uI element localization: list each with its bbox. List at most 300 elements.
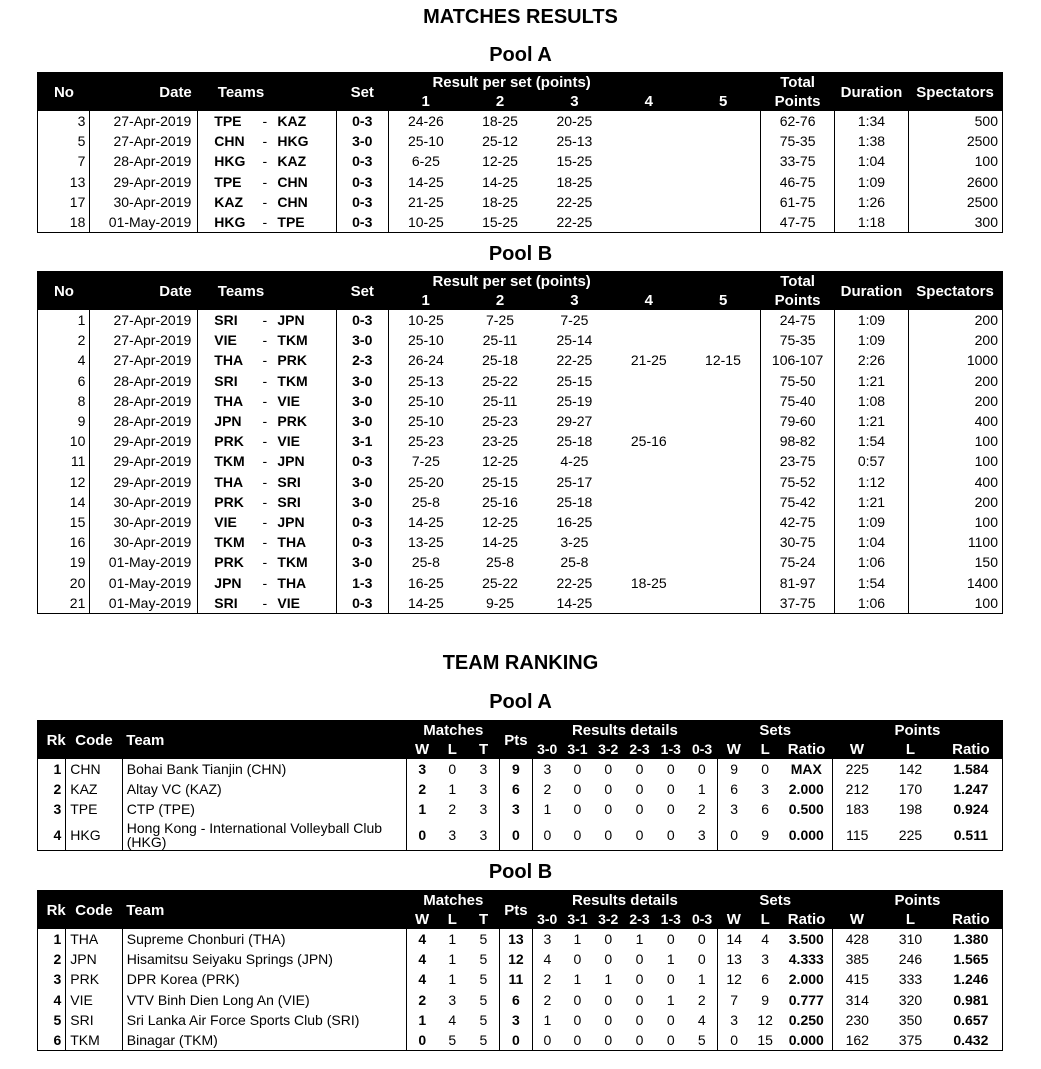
result-3-0: 3: [532, 929, 562, 949]
team-separator: -: [262, 453, 268, 470]
matches-total: 5: [479, 1011, 488, 1028]
table-row: [38, 552, 1003, 572]
points-ratio: 1.584: [953, 761, 989, 778]
matches-total: 3: [479, 801, 488, 818]
set-1-score: 25-8: [388, 552, 462, 572]
set-2-score: 25-16: [482, 493, 518, 510]
header-points: Points: [760, 291, 834, 310]
set-3-score: 16-25: [556, 513, 593, 530]
match-no: 14: [69, 493, 86, 510]
set-5-score: [686, 330, 760, 350]
match-date: 01-May-2019: [90, 212, 198, 233]
result-1-3: 0: [666, 761, 675, 778]
header-matches-l: L: [437, 910, 467, 929]
spectators: 200: [908, 330, 1002, 350]
result-3-0: 0: [532, 820, 562, 851]
matches-won: 4: [407, 949, 437, 969]
table-row: [38, 111, 1003, 131]
set-result: 3-1: [336, 431, 388, 451]
header-no: No: [38, 272, 90, 311]
points-won: 225: [833, 759, 881, 779]
points-won: 385: [833, 949, 881, 969]
set-3-score: 22-25: [556, 574, 593, 591]
set-5-score: [686, 512, 760, 532]
points-lost: 350: [898, 1011, 923, 1028]
result-1-3: 0: [666, 826, 675, 843]
duration: 1:06: [835, 552, 908, 572]
header-set-4: 4: [612, 92, 686, 111]
header-sets-ratio: Ratio: [780, 910, 832, 929]
match-date: 01-May-2019: [90, 593, 198, 614]
header-result-r30: 3-0: [532, 910, 562, 929]
sets-won: 7: [718, 990, 750, 1010]
match-date: 28-Apr-2019: [90, 151, 198, 171]
table-row: [38, 411, 1003, 431]
result-3-1: 0: [573, 991, 582, 1008]
header-result-r03: 0-3: [686, 910, 717, 929]
home-team: KAZ: [198, 192, 252, 212]
table-row: [38, 1030, 1003, 1051]
header-points: Points: [833, 891, 1003, 911]
set-1-score: 25-13: [388, 371, 462, 391]
rank: 5: [53, 1011, 62, 1028]
match-date: 30-Apr-2019: [90, 492, 198, 512]
header-code: Code: [66, 891, 123, 930]
header-code: Code: [66, 721, 123, 760]
set-result: 0-3: [336, 310, 388, 330]
points-total: 9: [500, 759, 532, 779]
away-team: VIE: [277, 594, 300, 611]
matches-won: 0: [407, 820, 437, 851]
result-2-3: 0: [635, 781, 644, 798]
matches-won: 1: [407, 799, 437, 819]
duration: 1:21: [835, 411, 908, 431]
away-team: KAZ: [277, 113, 307, 130]
duration: 1:26: [835, 192, 908, 212]
duration: 1:06: [835, 593, 908, 614]
match-date: 28-Apr-2019: [90, 371, 198, 391]
header-result-r31: 3-1: [562, 910, 592, 929]
points-lost: 310: [898, 931, 923, 948]
total-points: 24-75: [760, 310, 834, 330]
header-pts: Pts: [500, 721, 532, 760]
header-points: Points: [833, 721, 1003, 741]
team-code: PRK: [66, 969, 123, 989]
result-3-1: 0: [573, 826, 582, 843]
total-points: 106-107: [760, 350, 834, 370]
home-team: PRK: [198, 431, 252, 451]
result-3-2: 0: [604, 761, 613, 778]
pool-b-ranking-table: [37, 890, 1003, 1051]
header-team: Team: [122, 891, 407, 930]
home-team: JPN: [198, 572, 252, 592]
points-ratio: 0.511: [953, 826, 988, 843]
matches-total: 5: [479, 1032, 488, 1049]
result-3-0: 2: [532, 779, 562, 799]
set-result: 0-3: [336, 111, 388, 131]
set-5-score: [686, 151, 760, 171]
result-0-3: 0: [697, 931, 706, 948]
points-ratio: 1.247: [953, 781, 989, 798]
header-sets-w: W: [718, 910, 750, 929]
header-teams: Teams: [198, 73, 336, 112]
result-0-3: 1: [697, 971, 706, 988]
header-result-r30: 3-0: [532, 740, 562, 759]
duration: 1:12: [835, 472, 908, 492]
set-5-score: [686, 391, 760, 411]
result-0-3: 3: [697, 826, 706, 843]
team-separator: -: [262, 193, 268, 210]
set-3-score: 25-18: [556, 493, 593, 510]
total-points: 75-50: [760, 371, 834, 391]
team-separator: -: [262, 574, 268, 591]
set-result: 0-3: [336, 212, 388, 233]
set-3-score: 25-14: [556, 332, 593, 349]
set-4-score: [612, 472, 686, 492]
points-ratio: 0.981: [953, 991, 989, 1008]
match-date: 28-Apr-2019: [90, 391, 198, 411]
team-code: VIE: [66, 990, 123, 1010]
points-ratio: 1.246: [953, 971, 989, 988]
match-no: 17: [69, 193, 86, 210]
header-points-w: W: [833, 910, 881, 929]
set-result: 3-0: [336, 330, 388, 350]
sets-ratio: 2.000: [788, 971, 824, 988]
header-results-details: Results details: [532, 721, 718, 741]
result-3-2: 0: [604, 1032, 613, 1049]
result-1-3: 1: [666, 951, 675, 968]
header-result-r23: 2-3: [624, 910, 655, 929]
set-1-score: 7-25: [388, 451, 462, 471]
set-4-score: [612, 192, 686, 212]
set-3-score: 22-25: [556, 214, 593, 231]
result-3-2: 0: [604, 801, 613, 818]
home-team: CHN: [198, 131, 252, 151]
team-code: TKM: [66, 1030, 123, 1051]
set-4-score: 18-25: [630, 574, 667, 591]
header-result-per-set: Result per set (points): [388, 272, 760, 292]
set-5-score: [686, 572, 760, 592]
team-separator: -: [262, 554, 268, 571]
points-total: 6: [500, 990, 532, 1010]
header-matches-w: W: [407, 910, 437, 929]
sets-ratio: MAX: [790, 761, 822, 778]
points-total: 0: [500, 820, 532, 851]
duration: 1:04: [835, 532, 908, 552]
set-result: 0-3: [336, 151, 388, 171]
total-points: 46-75: [760, 172, 834, 192]
duration: 1:04: [835, 151, 908, 171]
header-rk: Rk: [38, 721, 66, 760]
home-team: TPE: [198, 111, 252, 131]
matches-total: 5: [479, 971, 488, 988]
matches-lost: 4: [448, 1011, 457, 1028]
away-team: JPN: [277, 453, 305, 470]
total-points: 79-60: [760, 411, 834, 431]
result-3-0: 3: [532, 759, 562, 779]
header-matches-w: W: [407, 740, 437, 759]
table-row: [38, 451, 1003, 471]
set-result: 3-0: [336, 492, 388, 512]
set-4-score: [612, 212, 686, 233]
set-3-score: 22-25: [556, 352, 593, 369]
set-2-score: 25-22: [482, 372, 518, 389]
set-4-score: [612, 131, 686, 151]
match-date: 29-Apr-2019: [90, 472, 198, 492]
match-date: 27-Apr-2019: [90, 350, 198, 370]
team-code: CHN: [66, 759, 123, 779]
team-separator: -: [262, 413, 268, 430]
spectators: 100: [908, 593, 1002, 614]
team-separator: -: [262, 594, 268, 611]
table-row: [38, 431, 1003, 451]
away-team: TKM: [277, 554, 308, 571]
total-points: 75-52: [760, 472, 834, 492]
set-5-score: [686, 593, 760, 614]
match-date: 27-Apr-2019: [90, 131, 198, 151]
set-4-score: [612, 391, 686, 411]
header-total: Total: [760, 73, 834, 93]
result-2-3: 0: [635, 951, 644, 968]
set-1-score: 25-20: [388, 472, 462, 492]
table-row: [38, 492, 1003, 512]
set-result: 0-3: [336, 512, 388, 532]
matches-lost: 1: [448, 951, 457, 968]
points-won: 183: [833, 799, 881, 819]
points-lost: 320: [898, 991, 923, 1008]
table-row: [38, 759, 1003, 779]
total-points: 42-75: [760, 512, 834, 532]
set-2-score: 25-23: [482, 413, 518, 430]
set-result: 0-3: [336, 532, 388, 552]
matches-lost: 3: [448, 826, 457, 843]
matches-won: 4: [407, 969, 437, 989]
result-2-3: 0: [635, 826, 644, 843]
sets-lost: 0: [761, 761, 770, 778]
header-points-ratio: Ratio: [940, 740, 1003, 759]
total-points: 30-75: [760, 532, 834, 552]
header-result-r13: 1-3: [655, 910, 686, 929]
spectators: 2600: [908, 172, 1002, 192]
match-date: 27-Apr-2019: [90, 330, 198, 350]
set-3-score: 15-25: [556, 153, 593, 170]
set-5-score: [686, 212, 760, 233]
total-points: 75-35: [760, 330, 834, 350]
set-result: 0-3: [336, 192, 388, 212]
match-no: 2: [77, 332, 86, 349]
set-result: 3-0: [336, 371, 388, 391]
set-4-score: [612, 532, 686, 552]
result-0-3: 2: [697, 801, 706, 818]
sets-won: 3: [718, 799, 750, 819]
points-lost: 375: [898, 1032, 923, 1049]
matches-total: 5: [479, 951, 488, 968]
set-2-score: 23-25: [482, 433, 518, 450]
set-3-score: 18-25: [556, 173, 593, 190]
result-2-3: 0: [635, 971, 644, 988]
set-4-score: [612, 512, 686, 532]
sets-lost: 6: [761, 801, 770, 818]
set-3-score: 25-13: [556, 133, 593, 150]
set-3-score: 22-25: [556, 193, 593, 210]
set-1-score: 14-25: [388, 172, 462, 192]
total-points: 75-42: [760, 492, 834, 512]
match-no: 8: [77, 392, 86, 409]
set-1-score: 25-10: [388, 131, 462, 151]
team-name: Hong Kong - International Volleyball Club (HKG): [122, 820, 407, 851]
sets-won: 3: [718, 1010, 750, 1030]
header-matches-t: T: [467, 910, 499, 929]
match-no: 20: [69, 574, 86, 591]
total-points: 33-75: [760, 151, 834, 171]
set-5-score: [686, 552, 760, 572]
set-5-score: 12-15: [705, 352, 741, 369]
away-team: KAZ: [277, 153, 307, 170]
away-team: VIE: [277, 392, 300, 409]
header-set: Set: [336, 73, 388, 112]
header-points-w: W: [833, 740, 881, 759]
points-won: 428: [833, 929, 881, 949]
table-row: [38, 593, 1003, 614]
table-row: [38, 212, 1003, 233]
matches-total: 5: [479, 991, 488, 1008]
home-team: PRK: [198, 492, 252, 512]
spectators: 150: [908, 552, 1002, 572]
header-results-details: Results details: [532, 891, 718, 911]
header-sets: Sets: [718, 721, 833, 741]
sets-lost: 9: [761, 991, 770, 1008]
set-4-score: [612, 330, 686, 350]
set-4-score: [612, 111, 686, 131]
spectators: 100: [908, 151, 1002, 171]
set-3-score: 14-25: [556, 594, 593, 611]
team-separator: -: [262, 493, 268, 510]
table-row: [38, 192, 1003, 212]
set-1-score: 10-25: [388, 310, 462, 330]
points-ratio: 0.657: [953, 1011, 989, 1028]
points-lost: 246: [898, 951, 923, 968]
matches-won: 2: [407, 779, 437, 799]
set-2-score: 25-8: [486, 554, 515, 571]
points-won: 415: [833, 969, 881, 989]
team-separator: -: [262, 214, 268, 231]
set-2-score: 15-25: [482, 214, 518, 231]
header-result-per-set: Result per set (points): [388, 73, 760, 93]
home-team: VIE: [198, 330, 252, 350]
set-2-score: 25-11: [482, 332, 518, 349]
set-1-score: 25-10: [388, 391, 462, 411]
header-points-ratio: Ratio: [940, 910, 1003, 929]
pool-a-matches-table: [37, 72, 1003, 233]
team-name: CTP (TPE): [122, 799, 407, 819]
result-3-1: 1: [573, 931, 582, 948]
match-date: 30-Apr-2019: [90, 192, 198, 212]
duration: 1:08: [835, 391, 908, 411]
team-code: KAZ: [66, 779, 123, 799]
home-team: TPE: [198, 172, 252, 192]
team-name: Bohai Bank Tianjin (CHN): [122, 759, 407, 779]
header-result-r32: 3-2: [593, 740, 624, 759]
set-result: 3-0: [336, 472, 388, 492]
spectators: 200: [908, 492, 1002, 512]
header-sets-w: W: [718, 740, 750, 759]
team-code: THA: [66, 929, 123, 949]
header-set-4: 4: [612, 291, 686, 310]
matches-lost: 3: [448, 991, 457, 1008]
spectators: 400: [908, 472, 1002, 492]
result-3-1: 0: [573, 761, 582, 778]
result-2-3: 1: [635, 931, 644, 948]
set-3-score: 4-25: [560, 453, 589, 470]
header-date: Date: [90, 73, 198, 112]
table-row: [38, 512, 1003, 532]
set-1-score: 25-10: [388, 330, 462, 350]
result-3-2: 0: [604, 826, 613, 843]
header-sets: Sets: [718, 891, 833, 911]
result-2-3: 0: [635, 761, 644, 778]
team-separator: -: [262, 173, 268, 190]
set-3-score: 25-8: [560, 554, 589, 571]
points-total: 12: [500, 949, 532, 969]
spectators: 1000: [908, 350, 1002, 370]
match-date: 27-Apr-2019: [90, 310, 198, 330]
header-sets-l: L: [750, 910, 780, 929]
header-no: No: [38, 73, 90, 112]
rank: 3: [53, 971, 62, 988]
result-0-3: 4: [697, 1011, 706, 1028]
team-name: Altay VC (KAZ): [122, 779, 407, 799]
spectators: 200: [908, 310, 1002, 330]
away-team: SRI: [277, 493, 301, 510]
header-set-2: 2: [463, 291, 537, 310]
away-team: TPE: [277, 214, 305, 231]
sets-ratio: 2.000: [788, 781, 824, 798]
match-no: 10: [69, 433, 86, 450]
points-lost: 170: [898, 781, 923, 798]
rank: 4: [53, 826, 62, 843]
table-row: [38, 371, 1003, 391]
points-lost: 333: [898, 971, 923, 988]
result-3-1: 0: [573, 801, 582, 818]
result-3-0: 4: [532, 949, 562, 969]
points-lost: 198: [898, 801, 923, 818]
result-3-0: 2: [532, 990, 562, 1010]
spectators: 500: [908, 111, 1002, 131]
result-1-3: 1: [666, 991, 675, 1008]
sets-won: 6: [718, 779, 750, 799]
header-total: Total: [760, 272, 834, 292]
matches-total: 5: [479, 931, 488, 948]
rank: 1: [53, 931, 62, 948]
pool-a-ranking-table: [37, 720, 1003, 851]
team-name: Hisamitsu Seiyaku Springs (JPN): [122, 949, 407, 969]
match-no: 21: [69, 594, 86, 611]
set-5-score: [686, 192, 760, 212]
header-teams: Teams: [198, 272, 336, 311]
match-date: 30-Apr-2019: [90, 512, 198, 532]
total-points: 23-75: [760, 451, 834, 471]
team-separator: -: [262, 312, 268, 329]
rank: 3: [53, 801, 62, 818]
result-0-3: 1: [697, 781, 706, 798]
matches-total: 3: [479, 826, 488, 843]
spectators: 200: [908, 391, 1002, 411]
set-2-score: 12-25: [482, 453, 518, 470]
home-team: TKM: [198, 451, 252, 471]
total-points: 75-40: [760, 391, 834, 411]
sets-ratio: 3.500: [788, 931, 824, 948]
home-team: TKM: [198, 532, 252, 552]
